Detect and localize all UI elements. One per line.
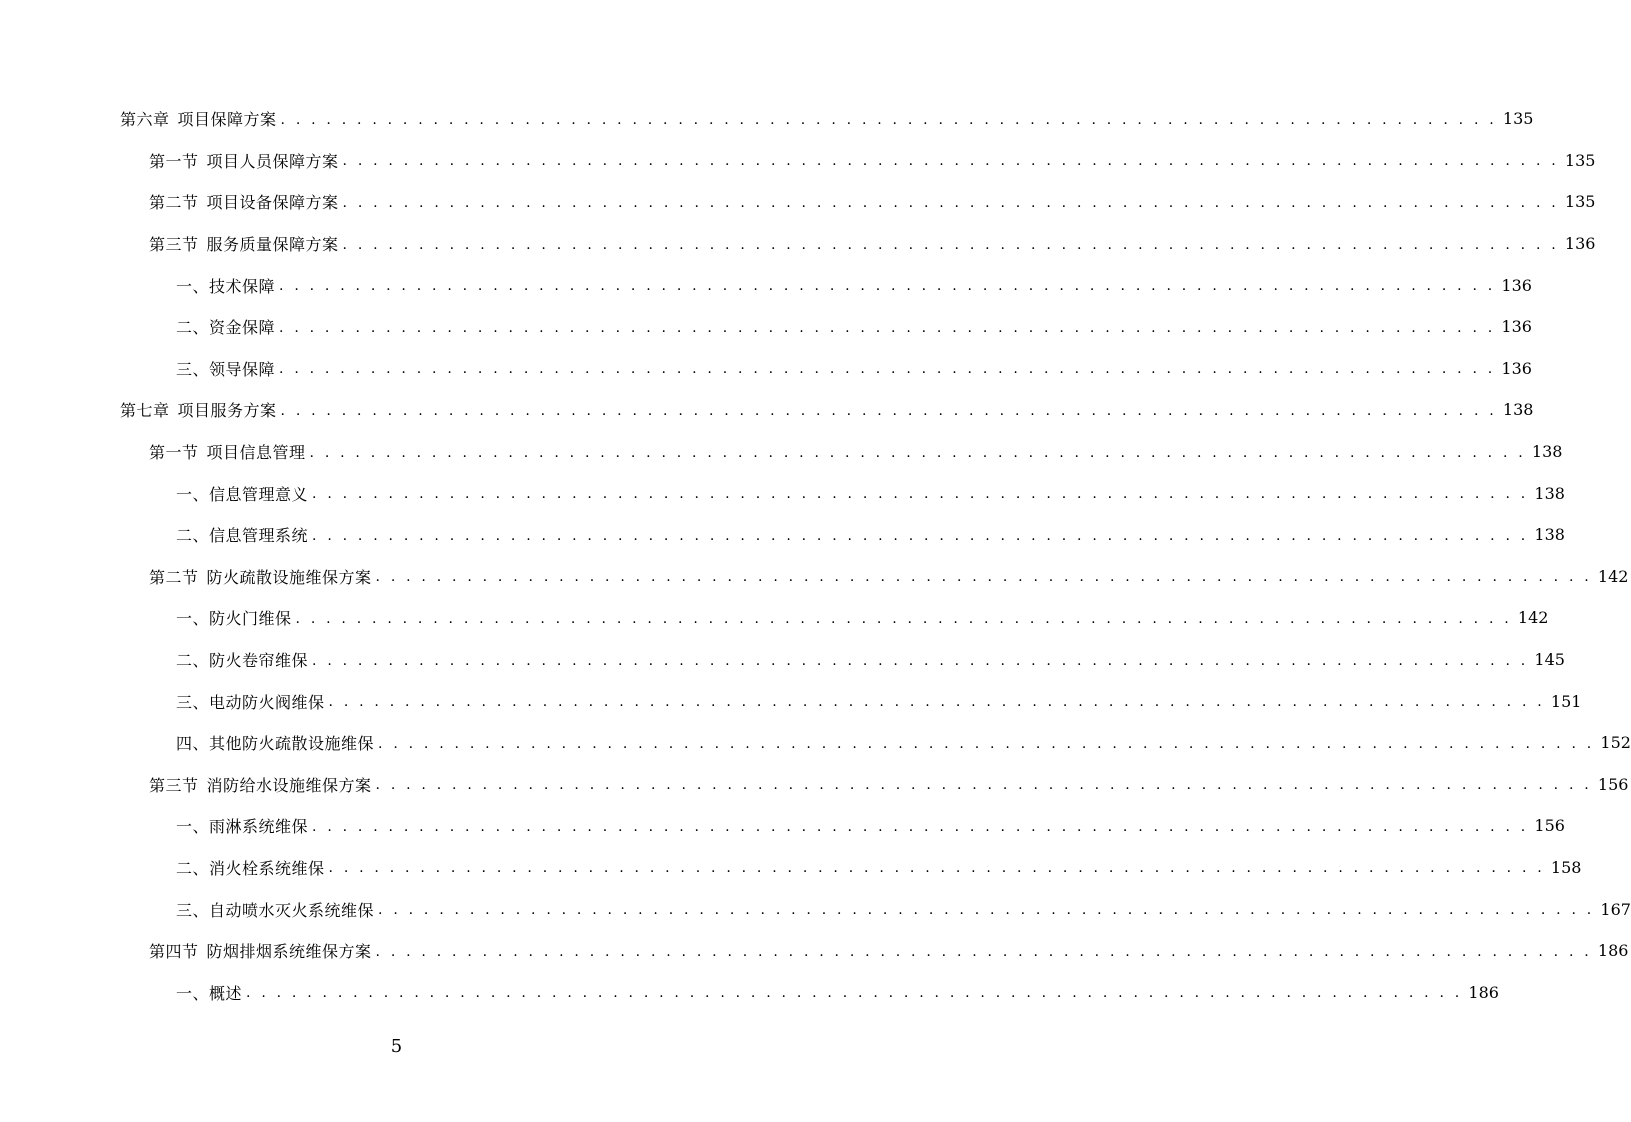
toc-dot-leader: . . . . . . . . . . . . . . . . . . . . . . . . . . . . . . . . . . . . . . . . . . . . . . . . . . . . . . . . . . . . . . . . . . . . . . . . . . . . . . . . [295,610,1512,627]
toc-entry-label [149,565,372,588]
toc-entry-page: 138 [1502,400,1534,420]
toc-entry-title: 防火疏散设施维保方案 [206,567,372,587]
toc-entry-page: 138 [1534,483,1565,503]
toc-entry-label [176,690,325,713]
toc-entry-label [149,939,372,962]
toc-entry-title: 项目服务方案 [177,401,277,421]
toc-entry-number: 第二节 [149,193,199,213]
toc-entry[interactable] [0,556,1629,598]
toc-entry[interactable] [0,764,1629,806]
toc-dot-leader: . . . . . . . . . . . . . . . . . . . . . . . . . . . . . . . . . . . . . . . . . . . . . . . . . . . . . . . . . . . . . . . . . . . . . . . . . . . . . . . . [279,278,1496,295]
toc-entry[interactable] [0,888,1631,930]
toc-entry-title: 项目人员保障方案 [206,151,339,171]
toc-entry-page: 142 [1597,566,1629,586]
toc-entry-title: 一、防火门维保 [176,609,292,629]
toc-dot-leader: . . . . . . . . . . . . . . . . . . . . . . . . . . . . . . . . . . . . . . . . . . . . . . . . . . . . . . . . . . . . . . . . . . . . . . . . . . . . . . . . [328,860,1545,877]
toc-dot-leader: . . . . . . . . . . . . . . . . . . . . . . . . . . . . . . . . . . . . . . . . . . . . . . . . . . . . . . . . . . . . . . . . . . . . . . . . . . . . . . . . [279,319,1496,336]
toc-entry[interactable] [0,306,1532,348]
toc-entry-page: 186 [1468,982,1499,1002]
toc-entry-number: 第七章 [120,401,170,421]
toc-entry-page: 151 [1550,691,1582,711]
table-of-contents [0,98,1631,1013]
toc-entry[interactable] [0,181,1596,223]
toc-entry-page: 156 [1597,774,1629,794]
toc-entry-label [176,981,242,1004]
toc-entry-title: 三、电动防火阀维保 [176,692,325,712]
toc-entry[interactable] [0,348,1532,390]
toc-dot-leader: . . . . . . . . . . . . . . . . . . . . . . . . . . . . . . . . . . . . . . . . . . . . . . . . . . . . . . . . . . . . . . . . . . . . . . . . . . . . . . . . [378,902,1595,919]
toc-entry-title: 一、概述 [176,983,243,1003]
toc-entry-page: 158 [1550,857,1582,877]
toc-entry-label [176,357,275,380]
toc-entry-label [149,440,306,463]
toc-entry-label [149,232,339,255]
toc-entry-number: 第三节 [149,775,199,795]
toc-entry[interactable] [0,930,1629,972]
toc-entry-number: 第三节 [149,235,199,255]
toc-entry-title: 防烟排烟系统维保方案 [206,942,372,962]
toc-entry-label [176,814,308,837]
toc-entry-number: 第一节 [149,151,199,171]
toc-entry-page: 156 [1534,816,1565,836]
toc-entry-page: 167 [1600,899,1631,919]
toc-entry[interactable] [0,472,1565,514]
toc-entry-title: 一、技术保障 [176,276,276,296]
toc-dot-leader: . . . . . . . . . . . . . . . . . . . . . . . . . . . . . . . . . . . . . . . . . . . . . . . . . . . . . . . . . . . . . . . . . . . . . . . . . . . . . . . . [312,486,1529,503]
toc-dot-leader: . . . . . . . . . . . . . . . . . . . . . . . . . . . . . . . . . . . . . . . . . . . . . . . . . . . . . . . . . . . . . . . . . . . . . . . . . . . . . . . . [312,818,1529,835]
toc-entry-label [176,856,325,879]
toc-entry-number: 第一节 [149,443,199,463]
toc-dot-leader: . . . . . . . . . . . . . . . . . . . . . . . . . . . . . . . . . . . . . . . . . . . . . . . . . . . . . . . . . . . . . . . . . . . . . . . . . . . . . . . . [342,236,1559,253]
toc-entry-title: 项目保障方案 [177,110,277,130]
toc-entry[interactable] [0,722,1631,764]
toc-entry-label [176,648,308,671]
toc-entry-page: 136 [1501,358,1532,378]
toc-dot-leader: . . . . . . . . . . . . . . . . . . . . . . . . . . . . . . . . . . . . . . . . . . . . . . . . . . . . . . . . . . . . . . . . . . . . . . . . . . . . . . . . [375,777,1592,794]
toc-entry-title: 项目信息管理 [206,443,306,463]
toc-entry-label [176,606,292,629]
toc-entry-page: 138 [1534,525,1565,545]
toc-entry-label [176,731,374,754]
toc-entry[interactable] [0,639,1565,681]
toc-entry-title: 三、领导保障 [176,359,276,379]
toc-entry-title: 四、其他防火疏散设施维保 [176,734,375,754]
page-number: 5 [390,1036,403,1057]
toc-dot-leader: . . . . . . . . . . . . . . . . . . . . . . . . . . . . . . . . . . . . . . . . . . . . . . . . . . . . . . . . . . . . . . . . . . . . . . . . . . . . . . . . [312,652,1529,669]
toc-entry[interactable] [0,389,1534,431]
toc-entry-title: 一、信息管理意义 [176,484,309,504]
toc-entry-title: 服务质量保障方案 [206,235,339,255]
toc-dot-leader: . . . . . . . . . . . . . . . . . . . . . . . . . . . . . . . . . . . . . . . . . . . . . . . . . . . . . . . . . . . . . . . . . . . . . . . . . . . . . . . . [375,943,1592,960]
toc-entry-label [176,898,374,921]
toc-entry-label [120,398,277,421]
toc-entry-title: 二、消火栓系统维保 [176,858,325,878]
toc-entry-page: 145 [1534,650,1565,670]
toc-entry-page: 186 [1597,941,1629,961]
toc-dot-leader: . . . . . . . . . . . . . . . . . . . . . . . . . . . . . . . . . . . . . . . . . . . . . . . . . . . . . . . . . . . . . . . . . . . . . . . . . . . . . . . . [312,527,1529,544]
toc-entry-title: 三、自动喷水灭火系统维保 [176,900,375,920]
toc-dot-leader: . . . . . . . . . . . . . . . . . . . . . . . . . . . . . . . . . . . . . . . . . . . . . . . . . . . . . . . . . . . . . . . . . . . . . . . . . . . . . . . . [342,153,1559,170]
toc-entry-page: 138 [1531,442,1563,462]
toc-entry-label [176,523,308,546]
toc-entry-page: 142 [1517,608,1549,628]
toc-entry-title: 二、信息管理系统 [176,526,309,546]
toc-entry-title: 项目设备保障方案 [206,193,339,213]
toc-dot-leader: . . . . . . . . . . . . . . . . . . . . . . . . . . . . . . . . . . . . . . . . . . . . . . . . . . . . . . . . . . . . . . . . . . . . . . . . . . . . . . . . [309,444,1526,461]
toc-entry[interactable] [0,971,1499,1013]
toc-dot-leader: . . . . . . . . . . . . . . . . . . . . . . . . . . . . . . . . . . . . . . . . . . . . . . . . . . . . . . . . . . . . . . . . . . . . . . . . . . . . . . . . [378,735,1595,752]
toc-dot-leader: . . . . . . . . . . . . . . . . . . . . . . . . . . . . . . . . . . . . . . . . . . . . . . . . . . . . . . . . . . . . . . . . . . . . . . . . . . . . . . . . [280,402,1497,419]
toc-dot-leader: . . . . . . . . . . . . . . . . . . . . . . . . . . . . . . . . . . . . . . . . . . . . . . . . . . . . . . . . . . . . . . . . . . . . . . . . . . . . . . . . [246,985,1463,1002]
toc-entry-label [149,773,372,796]
toc-entry-title: 消防给水设施维保方案 [206,775,372,795]
toc-entry[interactable] [0,431,1563,473]
toc-entry[interactable] [0,140,1596,182]
toc-entry-label [176,315,275,338]
toc-entry-page: 136 [1501,275,1532,295]
toc-entry[interactable] [0,680,1582,722]
toc-entry[interactable] [0,98,1534,140]
toc-entry-page: 135 [1564,192,1596,212]
toc-entry-title: 二、资金保障 [176,318,276,338]
toc-dot-leader: . . . . . . . . . . . . . . . . . . . . . . . . . . . . . . . . . . . . . . . . . . . . . . . . . . . . . . . . . . . . . . . . . . . . . . . . . . . . . . . . [280,111,1497,128]
toc-entry-label [149,149,339,172]
toc-entry[interactable] [0,264,1532,306]
toc-entry-page: 136 [1564,234,1596,254]
toc-entry-number: 第二节 [149,567,199,587]
toc-dot-leader: . . . . . . . . . . . . . . . . . . . . . . . . . . . . . . . . . . . . . . . . . . . . . . . . . . . . . . . . . . . . . . . . . . . . . . . . . . . . . . . . [328,694,1545,711]
toc-entry[interactable] [0,514,1565,556]
toc-entry-title: 一、雨淋系统维保 [176,817,309,837]
toc-entry-page: 136 [1501,317,1532,337]
toc-entry-title: 二、防火卷帘维保 [176,651,309,671]
toc-entry-label [120,107,277,130]
toc-entry-label [176,482,308,505]
toc-entry-page: 135 [1502,109,1534,129]
toc-entry-label [176,274,275,297]
toc-entry[interactable] [0,805,1565,847]
toc-entry-page: 135 [1564,150,1596,170]
toc-entry-page: 152 [1600,733,1631,753]
toc-entry-number: 第四节 [149,942,199,962]
toc-entry-label [149,190,339,213]
toc-dot-leader: . . . . . . . . . . . . . . . . . . . . . . . . . . . . . . . . . . . . . . . . . . . . . . . . . . . . . . . . . . . . . . . . . . . . . . . . . . . . . . . . [342,194,1559,211]
toc-entry[interactable] [0,223,1596,265]
toc-entry-number: 第六章 [120,110,170,130]
toc-entry[interactable] [0,597,1549,639]
toc-entry[interactable] [0,847,1582,889]
toc-dot-leader: . . . . . . . . . . . . . . . . . . . . . . . . . . . . . . . . . . . . . . . . . . . . . . . . . . . . . . . . . . . . . . . . . . . . . . . . . . . . . . . . [375,569,1592,586]
toc-dot-leader: . . . . . . . . . . . . . . . . . . . . . . . . . . . . . . . . . . . . . . . . . . . . . . . . . . . . . . . . . . . . . . . . . . . . . . . . . . . . . . . . [279,361,1496,378]
